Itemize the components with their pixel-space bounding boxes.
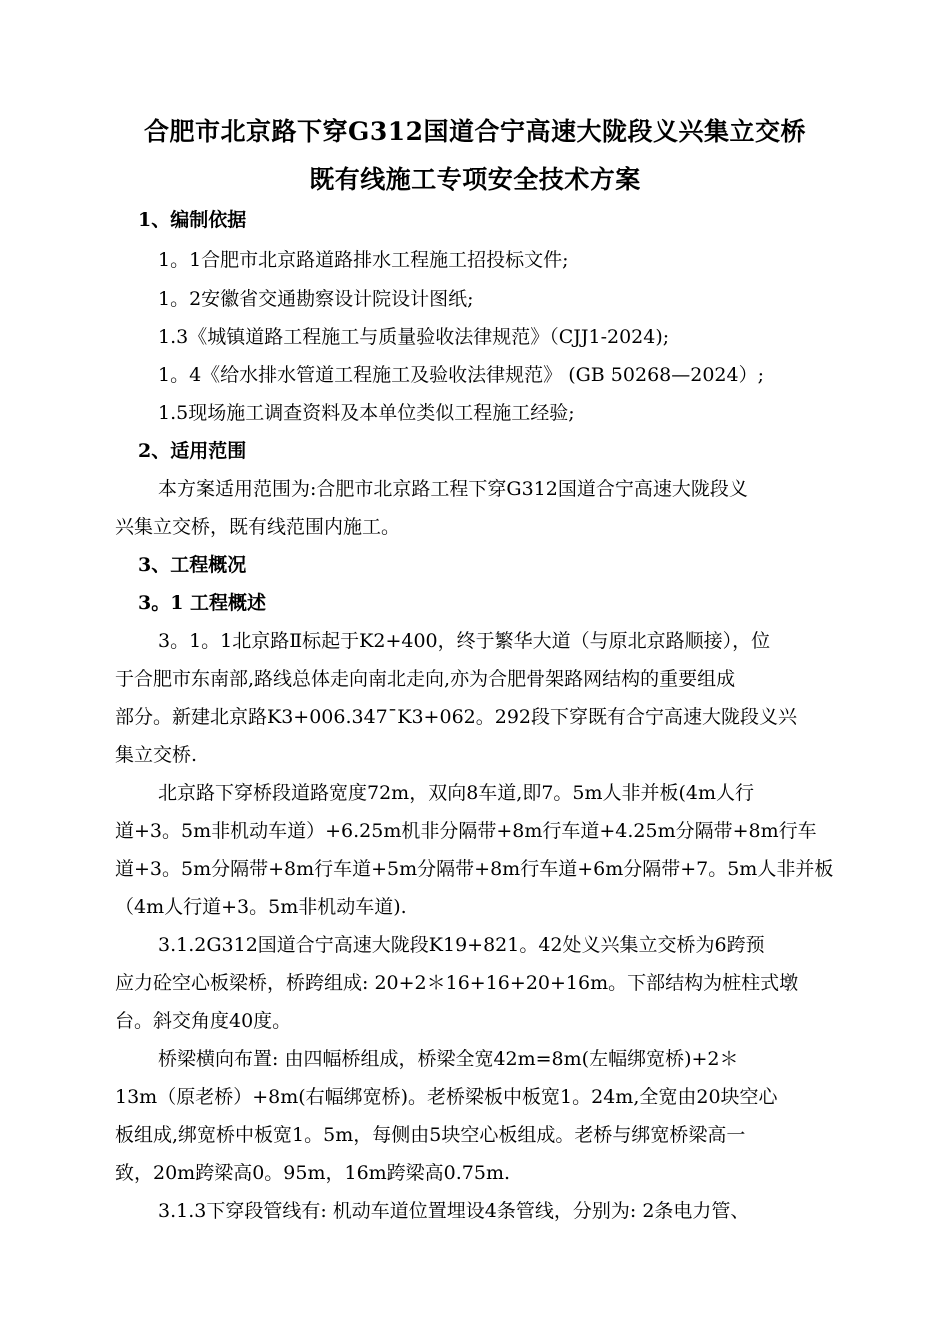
overview-para1-line-2: 于合肥市东南部,路线总体走向南北走向,亦为合肥骨架路网结构的重要组成 [115,668,736,690]
document-title-line-1: 合肥市北京路下穿G312国道合宁高速大陇段义兴集立交桥 [143,117,807,146]
section-heading-overview: 3、工程概况 [138,554,247,576]
scope-line-1: 本方案适用范围为:合肥市北京路工程下穿G312国道合宁高速大陇段义 [158,478,748,500]
overview-para4-line-3: 板组成,绑宽桥中板宽1。5m，每侧由5块空心板组成。老桥与绑宽桥梁高一 [115,1124,746,1146]
overview-para1-line-3: 部分。新建北京路K3+006.347¯K3+062。292段下穿既有合宁高速大陇段义兴 [115,706,798,728]
basis-item-5: 1.5现场施工调查资料及本单位类似工程施工经验; [158,402,575,424]
overview-para3-line-1: 3.1.2G312国道合宁高速大陇段K19+821。42处义兴集立交桥为6跨预 [158,934,765,956]
overview-para2-line-4: （4m人行道+3。5m非机动车道). [115,896,407,918]
section-heading-basis: 1、编制依据 [138,209,247,231]
overview-para5-line-1: 3.1.3下穿段管线有: 机动车道位置埋设4条管线，分别为: 2条电力管、 [158,1200,750,1222]
basis-item-1: 1。1合肥市北京路道路排水工程施工招投标文件; [158,249,569,271]
overview-para4-line-1: 桥梁横向布置: 由四幅桥组成，桥梁全宽42m=8m(左幅绑宽桥)+2＊ [158,1048,739,1070]
scope-line-2: 兴集立交桥，既有线范围内施工。 [115,516,401,538]
section-heading-scope: 2、适用范围 [138,440,247,462]
basis-item-4: 1。4《给水排水管道工程施工及验收法律规范》 (GB 50268—2024）; [158,364,765,386]
subsection-heading-3-1: 3。1 工程概述 [138,592,267,614]
document-title-line-2: 既有线施工专项安全技术方案 [309,165,641,194]
overview-para3-line-2: 应力砼空心板梁桥，桥跨组成: 20+2＊16+16+20+16m。下部结构为桩柱式墩 [115,972,799,994]
overview-para3-line-3: 台。斜交角度40度。 [115,1010,292,1032]
overview-para4-line-2: 13m（原老桥）+8m(右幅绑宽桥)。老桥梁板中板宽1。24m,全宽由20块空心 [115,1086,778,1108]
overview-para4-line-4: 致，20m跨梁高0。95m，16m跨梁高0.75m. [115,1162,511,1184]
overview-para1-line-4: 集立交桥. [115,744,198,766]
basis-item-2: 1。2安徽省交通勘察设计院设计图纸; [158,288,474,310]
overview-para1-line-1: 3。1。1北京路Ⅱ标起于K2+400，终于繁华大道（与原北京路顺接），位 [158,630,771,652]
basis-item-3: 1.3《城镇道路工程施工与质量验收法律规范》（CJJ1-2024); [158,326,670,348]
overview-para2-line-2: 道+3。5m非机动车道）+6.25m机非分隔带+8m行车道+4.25m分隔带+8m行车 [115,820,817,842]
overview-para2-line-1: 北京路下穿桥段道路宽度72m，双向8车道,即7。5m人非并板(4m人行 [158,782,755,804]
overview-para2-line-3: 道+3。5m分隔带+8m行车道+5m分隔带+8m行车道+6m分隔带+7。5m人非并板 [115,858,834,880]
